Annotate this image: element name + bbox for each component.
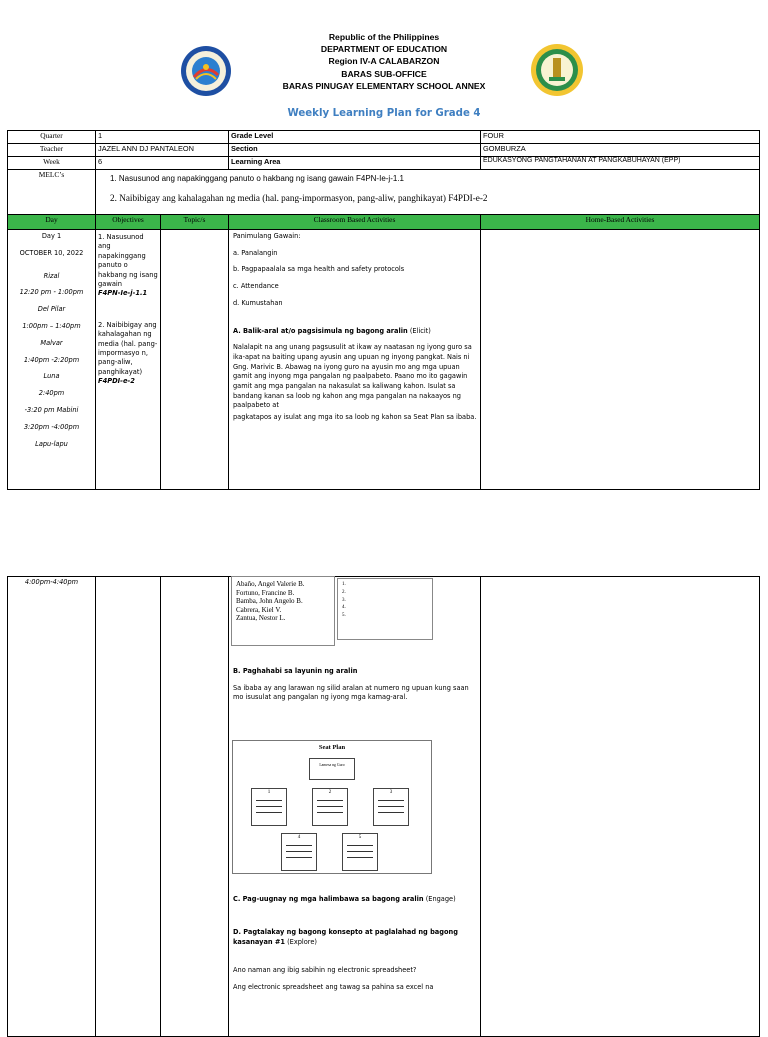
melc-item: 2. Naibibigay ang kahalagahan ng media (hal. pang-impormasyon, pang-aliw, panghikayat) F4PDI-e-2 [110,193,488,203]
column-header: Home-Based Activities [481,215,760,230]
grade-level-value: FOUR [481,131,760,144]
time-slot: 1:40pm -2:20pm [23,355,80,364]
seat-number: 3 [389,790,393,795]
week-value: 6 [96,157,229,170]
heading-bold: B. Paghahabi sa layunin ng aralin [233,667,358,675]
classroom-activities-cell [229,230,481,490]
melc-item: 1. Nasusunod ang napakinggang panuto o hakbang ng isang gawain F4PN-Ie-j-1.1 [110,174,404,183]
activity-text: Panimulang Gawain: [233,232,301,240]
letterhead-line: BARAS PINUGAY ELEMENTARY SCHOOL ANNEX [282,80,486,91]
time-slot: 12:20 pm - 1:00pm [19,288,84,297]
letterhead-line: DEPARTMENT OF EDUCATION [320,44,448,55]
answer-line-number: 5. [342,613,346,619]
learning-area-value: EDUKASYONG PANGTAHANAN AT PANGKABUHAYAN (EPP) [481,157,760,170]
time-slot: -3:20 pm Mabini [24,405,79,414]
activity-text: Ano naman ang ibig sabihin ng electronic spreadsheet? [233,966,417,975]
teacher-label: Teacher [8,144,96,157]
column-header: Objectives [96,215,161,230]
home-activities-cell [481,230,760,490]
page-title: Weekly Learning Plan for Grade 4 [287,108,481,119]
seat-number: 1 [267,790,271,795]
activity-heading [233,895,478,905]
seat-number: 5 [358,835,362,840]
objectives-cell [96,577,161,1037]
student-name: Fortuno, Francine B. [236,588,295,597]
time-slot: 2:40pm [38,389,65,398]
letterhead-line: Region IV-A CALABARZON [328,56,440,67]
objective-text: 2. Naibibigay ang kahalagahan ng media (hal. pang-impormasyo n, pang-aliw, panghikayat) [98,320,158,376]
letterhead-line: BARAS SUB-OFFICE [341,68,427,79]
activity-heading [233,928,478,947]
activity-heading [233,667,478,677]
melc-label: MELC’s [8,170,96,215]
quarter-label: Quarter [8,131,96,144]
activity-text: c. Attendance [233,282,279,291]
quarter-value: 1 [96,131,229,144]
topics-cell [161,577,229,1037]
seat-box [342,833,378,871]
time-slot: 3:20pm -4:00pm [23,422,80,431]
seat-number: 4 [297,835,301,840]
time-slot: 1:00pm – 1:40pm [22,321,81,330]
seat-plan-title: Seat Plan [318,744,346,751]
schedule-cell [8,230,96,490]
seat-box [312,788,348,826]
seat-plan-figure [232,740,432,874]
week-label: Week [8,157,96,170]
section-value: GOMBURZA [481,144,760,157]
column-header: Topic/s [161,215,229,230]
sorted-names-box [337,578,433,640]
activity-text: Nalalapit na ang unang pagsusulit at ikaw ay naatasan ng iyong guro sa ika-apat na baiting upang ayusin ang upuan ng inyong pangkat. Nais ni Gng. Marivic B. Abawag na iyong guro na ayusin mo ang mga upuan gamit ang inyong mga pangalan ng paalpabeto. Paano mo ito gagawin gamit ang mga pangalan na nakasulat sa kaliwang kahon. Isulat sa bandang kanan sa loob ng kahon ang mga pangalan na nakaayos ng paalpabeto at [233,343,472,410]
answer-line-number: 3. [342,597,346,603]
heading-bold: C. Pag-uugnay ng mga halimbawa sa bagong aralin [233,895,424,904]
section-name: Lapu-lapu [35,439,68,448]
activity-text: Sa ibaba ay ang larawan ng silid aralan at numero ng upuan kung saan mo isusulat ang pangalan ng iyong mga kamag-aral. [233,683,469,702]
topics-cell [161,230,229,490]
activity-text: d. Kumustahan [233,298,283,307]
column-header: Day [8,215,96,230]
letterhead-line: Republic of the Philippines [328,32,440,42]
seat-box [281,833,317,871]
teacher-desk [309,758,355,780]
home-activities-cell [481,577,760,1037]
unsorted-names-box [231,576,335,646]
student-name: Abaño, Angel Valerie B. [236,580,305,588]
answer-line-number: 1. [342,582,346,587]
day-label: Day 1 [41,232,62,240]
seat-box [373,788,409,826]
student-name: Bamba, John Angelo B. [236,597,303,606]
objective-text: 1. Nasusunod ang napakinggang panuto o hakbang ng isang gawain [98,233,158,289]
objective-code: F4PN-Ie-j-1.1 [98,289,148,298]
heading-tag: (Engage) [423,895,456,904]
activity-text: Ang electronic spreadsheet ang tawag sa pahina sa excel na [233,982,434,991]
section-name: Rizal [43,271,60,280]
activity-text: pagkatapos ay isulat ang mga ito sa loob ng kahon sa Seat Plan sa ibaba. [233,413,477,422]
heading-tag: (Explore) [285,937,317,946]
heading-tag: (Elicit) [407,326,431,335]
time-slot: 4:00pm-4:40pm [24,578,79,586]
letterhead [0,31,768,92]
section-name: Luna [43,372,60,381]
activity-text: b. Pagpapaalala sa mga health and safety protocols [233,265,405,274]
seat-number: 2 [328,790,332,795]
answer-line-number: 4. [342,605,346,611]
grade-level-label: Grade Level [229,131,481,144]
section-label: Section [229,144,481,157]
date-label: OCTOBER 10, 2022 [19,248,84,257]
column-header: Classroom Based Activities [229,215,481,230]
activity-text: a. Panalangin [233,248,278,257]
seat-box [251,788,287,826]
learning-area-label: Learning Area [229,157,481,170]
teacher-desk-label: Lamesa ng Guro [319,763,345,767]
answer-line-number: 2. [342,589,346,595]
student-name: Cabrera, Kiel V. [236,605,282,614]
heading-bold: D. Pagtalakay ng bagong konsepto at paglalahad ng bagong kasanayan #1 [233,927,458,946]
section-name: Del Pilar [37,305,66,314]
objectives-cell [96,230,161,490]
schedule-cell [8,577,96,1037]
activity-heading [233,327,478,337]
objective-code: F4PDI-e-2 [98,377,135,386]
plan-table [7,130,760,490]
section-name: Malvar [40,338,63,347]
student-name: Zantua, Nestor L. [236,614,286,623]
teacher-value: JAZEL ANN DJ PANTALEON [96,144,229,157]
heading-bold: A. Balik-aral at/o pagsisimula ng bagong aralin [233,326,408,335]
